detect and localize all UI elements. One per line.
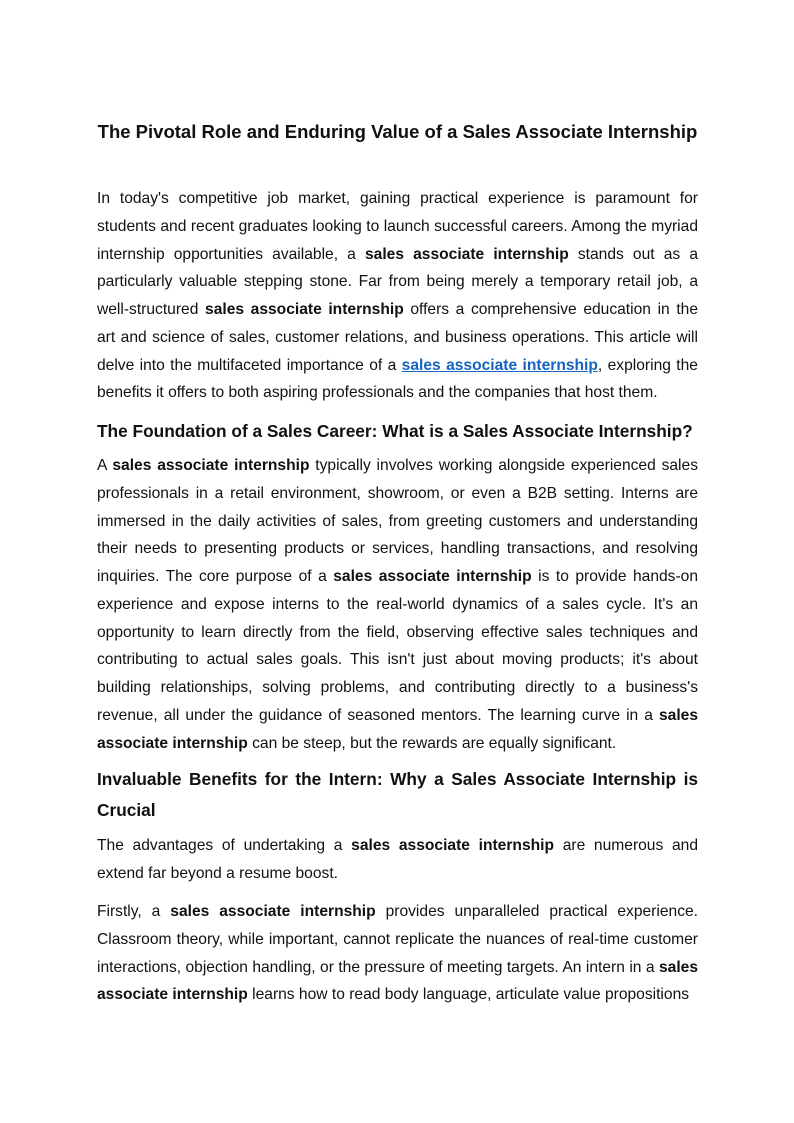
text-run: In today's competitive job market, gaining practical experience is paramount for students and recent graduates looking to launch successful careers. Among the myriad internship opportunities available, a: [97, 190, 698, 263]
foundation-paragraph: [97, 452, 698, 757]
text-run: The advantages of undertaking a: [97, 837, 352, 854]
bold-keyword: sales associate internship: [364, 245, 569, 263]
bold-keyword: sales associate internship: [97, 958, 698, 1004]
text-run: can be steep, but the rewards are equally significant.: [247, 734, 617, 752]
benefits-firstly-paragraph: [97, 898, 698, 1009]
intro-paragraph: [97, 185, 698, 407]
text-run: stands out as a particularly valuable stepping stone. Far from being merely a temporary retail job, a well-structured: [97, 245, 699, 318]
bold-keyword: sales associate internship: [351, 837, 555, 854]
bold-keyword: sales associate internship: [170, 903, 376, 920]
text-run: The Foundation of a Sales Career: What is a Sales Associate Internship?: [97, 421, 693, 441]
text-run: learns how to read body language, articulate value propositions: [247, 986, 690, 1004]
bold-keyword: sales associate internship: [97, 706, 698, 752]
section-heading-foundation: [97, 416, 698, 447]
text-run: Firstly, a: [97, 903, 171, 920]
text-run: offers a comprehensive education in the art and science of sales, customer relations, and business operations. This article will delve into the multifaceted importance of a: [97, 301, 698, 374]
benefits-intro-paragraph: [97, 832, 698, 888]
bold-keyword: sales associate internship: [333, 568, 532, 585]
text-run: Invaluable Benefits for the Intern: Why a Sales Associate Internship is Crucial: [97, 769, 698, 820]
text-run: provides unparalleled practical experience. Classroom theory, while important, cannot replicate the nuances of real-time customer interactions, objection handling, or the pressure of meeting targets. An intern in a: [97, 903, 698, 976]
text-run: typically involves working alongside experienced sales professionals in a retail environment, showroom, or even a B2B setting. Interns are immersed in the daily activities of sales, from greeting customers and understanding their needs to presenting products or services, handling transactions, and resolving inquiries. The core purpose of a: [97, 457, 698, 585]
section-heading-benefits: [97, 764, 698, 826]
keyword-link[interactable]: sales associate internship: [401, 356, 598, 374]
text-run: are numerous and extend far beyond a resume boost.: [97, 837, 698, 882]
bold-keyword: sales associate internship: [205, 301, 404, 318]
page-title: The Pivotal Role and Enduring Value of a Sales Associate Internship: [97, 121, 698, 142]
text-run: A: [97, 457, 113, 474]
bold-keyword: sales associate internship: [112, 457, 310, 474]
text-run: is to provide hands-on experience and expose interns to the real-world dynamics of a sales cycle. It's an opportunity to learn directly from the field, observing effective sales techniques and contributing to actual sales goals. This isn't just about moving products; it's about building relationships, solving problems, and contributing directly to a business's revenue, all under the guidance of seasoned mentors. The learning curve in a: [97, 568, 698, 724]
text-run: , exploring the benefits it offers to both aspiring professionals and the companies that host them.: [97, 356, 698, 402]
